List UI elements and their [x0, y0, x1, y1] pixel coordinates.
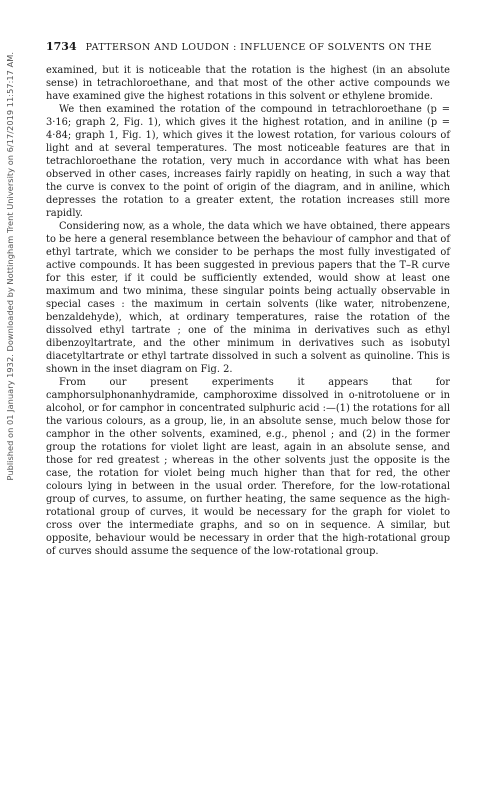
- paragraph-1: examined, but it is noticeable that the rotation is the highest (in an absolute sense) in tetrachloroethane, and that most of the other active compounds we have examined give the highest rotations in this solvent or ethylene bromide.: [46, 65, 450, 102]
- download-watermark-text: Published on 01 January 1932. Downloaded by Nottingham Trent University on 6/17/2019 11:57:17 AM.: [5, 52, 15, 481]
- paragraph-3: Considering now, as a whole, the data which we have obtained, there appears to be here a general resemblance between the behaviour of camphor and that of ethyl tartrate, which we consider to be perhaps the most fully investigated of active compounds. It has been suggested in previous papers that the T–R curve for this ester, if it could be sufficiently extended, would show at least one maximum and two minima, these singular points being actually observable in special cases : the maximum in certain solvents (like water, nitrobenzene, benzaldehyde), which, at ordinary temperatures, raise the rotation of the dissolved ethyl tartrate ; one of the minima in derivatives such as ethyl dibenzoyltartrate, and the other minimum in derivatives such as isobutyl diacetyltartrate or ethyl tartrate dissolved in such a solvent as quinoline. This is shown in the inset diagram on Fig. 2.: [46, 221, 450, 375]
- paragraph-4: From our present experiments it appears that for camphorsulphonanhydramide, camphoroxime dissolved in o-nitrotoluene or in alcohol, or for camphor in concentrated sulphuric acid :—(1) the rotations for all the various colours, as a group, lie, in an absolute sense, much below those for camphor in the other solvents, examined, e.g., phenol ; and (2) in the former group the rotations for violet light are least, again in an absolute sense, and those for red greatest ; whereas in the other solvents just the opposite is the case, the rotation for violet being much higher than that for red, the other colours lying in between in the usual order. Therefore, for the low-rotational group of curves, to assume, on further heating, the same sequence as the high-rotational group of curves, it would be necessary for the graph for violet to cross over the intermediate graphs, and so on in sequence. A similar, but opposite, behaviour would be necessary in order that the high-rotational group of curves should assume the sequence of the low-rotational group.: [46, 377, 450, 557]
- running-title: PATTERSON AND LOUDON : INFLUENCE OF SOLVENTS ON THE: [85, 42, 432, 53]
- paragraph-2: We then examined the rotation of the compound in tetrachloroethane (p = 3·16; graph 2, Fig. 1), which gives it the highest rotation, and in aniline (p = 4·84; graph 1, Fig. 1), which gives it the lowest rotation, for various colours of light and at several temperatures. The most noticeable features are that in tetrachloroethane the rotation, very much in accordance with what has been observed in other cases, increases fairly rapidly on heating, in such a way that the curve is convex to the point of origin of the diagram, and in aniline, which depresses the rotation to a greater extent, the rotation increases still more rapidly.: [46, 104, 450, 219]
- page-number: 1734: [46, 40, 77, 53]
- download-watermark: [5, 52, 17, 632]
- running-header: [46, 40, 450, 53]
- journal-page: [46, 40, 450, 558]
